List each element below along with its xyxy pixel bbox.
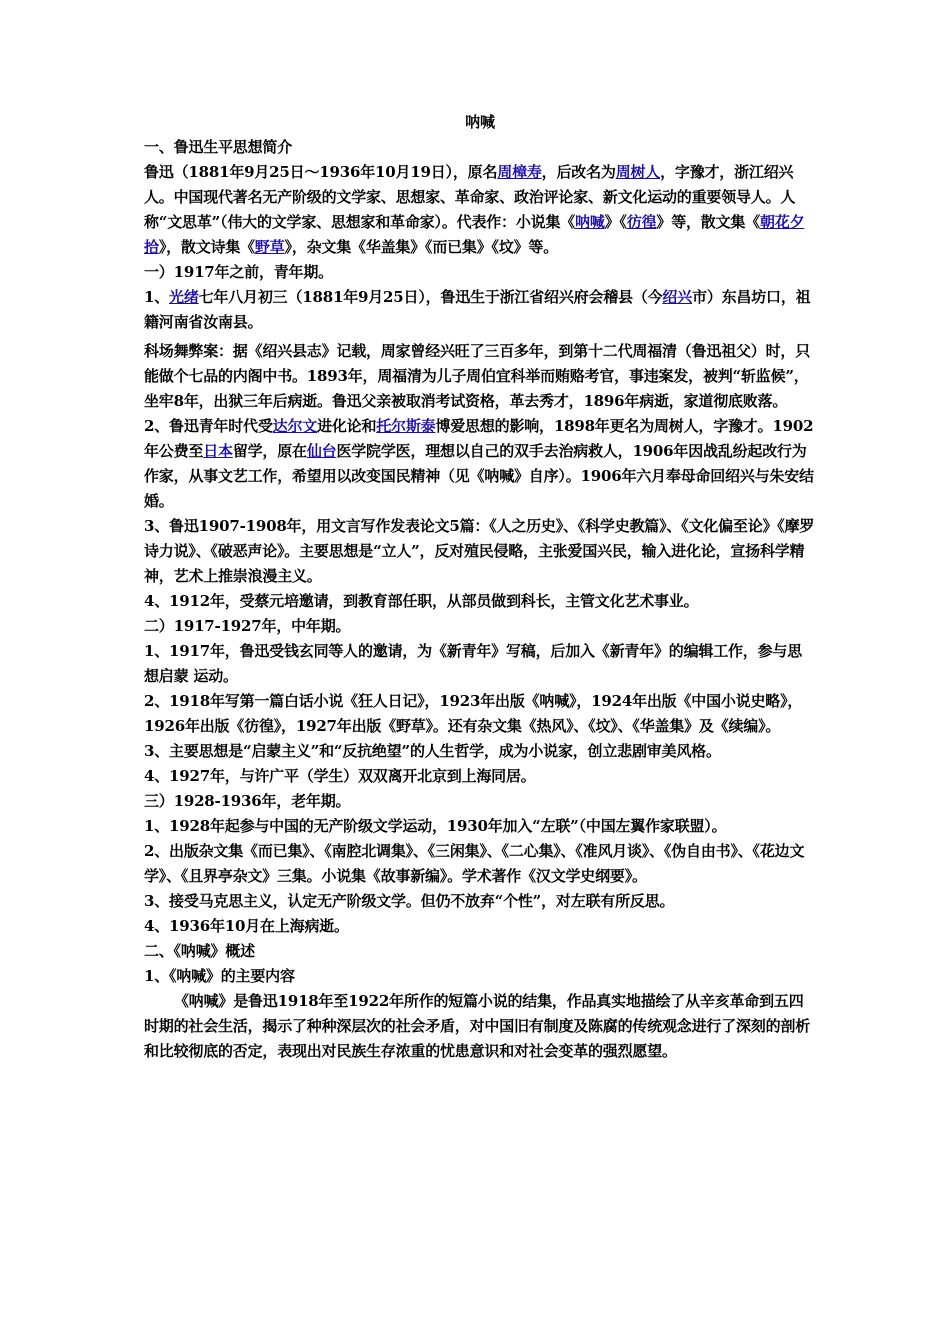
page-title: 呐喊 [465,113,495,131]
period1-item-2 [144,414,816,514]
link-zhou-shuren[interactable]: 周树人 [615,163,661,181]
link-zhaohua-xishi[interactable]: 朝花夕拾 [144,213,805,256]
period3-item-1: 1、1928年起参与中国的无产阶级文学运动，1930年加入“左联”（中国左翼作家联盟）。 [144,817,727,835]
period1-item-3: 3、鲁迅1907-1908年，用文言写作发表论文5篇：《人之历史》、《科学史教篇》、《文化偏至论》《摩罗诗力说》、《破恶声论》。主要思想是“立人”，反对殖民侵略，主张爱国兴民，输入进化论，宣扬科学精神，艺术上推崇浪漫主义。 [144,517,815,585]
text-run: 》，杂文集《华盖集》《而已集》《坟》等。 [284,238,559,256]
link-sendai[interactable]: 仙台 [306,442,337,460]
text-run: 七年八月初三（1881年9月25日），鲁迅生于浙江省绍兴府会稽县（今 [198,288,663,306]
link-shaoxing[interactable]: 绍兴 [662,288,693,306]
link-panghuang[interactable]: 彷徨 [626,213,657,231]
link-yecao[interactable]: 野草 [254,238,285,256]
text-run: 》《 [604,213,627,231]
link-guangxu[interactable]: 光绪 [169,288,199,306]
period1-item-1 [144,285,816,335]
period-heading-3: 三）1928-1936年，老年期。 [144,792,351,810]
summary-paragraph: 《呐喊》是鲁迅1918年至1922年所作的短篇小说的结集，作品真实地描绘了从辛亥革命到五四时期的社会生活，揭示了种种深层次的社会矛盾，对中国旧有制度及陈腐的传统观念进行了深刻的剖析和比较彻底的否定，表现出对民族生存浓重的忧患意识和对社会变革的强烈愿望。 [144,992,811,1060]
text-run: ，后改名为 [541,163,616,181]
text-run: 医学院学医，理想以自己的双手去治病救人，1906年因战乱纷起改行为作家，从事文艺工作，希望用以改变国民精神（见《呐喊》自序）。1906年六月奉母命回绍兴与朱安结婚。 [144,442,814,510]
text-run: 》等，散文集《 [656,213,760,231]
text-run: 留学，原在 [232,442,307,460]
section-heading-2: 二、《呐喊》概述 [144,942,255,960]
link-darwin[interactable]: 达尔文 [272,417,318,435]
period3-item-4: 4、1936年10月在上海病逝。 [144,917,349,935]
text-run: 2、鲁迅青年时代受 [144,417,273,435]
text-run: 》，散文诗集《 [158,238,255,256]
period2-item-2: 2、1918年写第一篇白话小说《狂人日记》，1923年出版《呐喊》，1924年出版《中国小说史略》，1926年出版《彷徨》，1927年出版《野草》。还有杂文集《热风》、《坟》、《华盖集》及《续编》。 [144,692,803,735]
intro-paragraph [144,160,816,260]
period-heading-1: 一）1917年之前，青年期。 [144,263,333,281]
text-run: 市）东昌坊口，祖籍河南省汝南县。 [144,288,811,331]
link-nahan[interactable]: 呐喊 [575,213,605,231]
document-body [144,110,816,1064]
link-japan[interactable]: 日本 [203,442,233,460]
link-zhou-zhangshou[interactable]: 周樟寿 [497,163,542,181]
text-run: 进化论和 [317,417,377,435]
text-run: 博爱思想的影响，1898年更名为周树人，字豫才。1902年公费至 [144,417,814,460]
period3-item-2: 2、出版杂文集《而已集》、《南腔北调集》、《三闲集》、《二心集》、《准风月谈》、《伪自由书》、《花边文学》、《且界亭杂文》三集。小说集《故事新编》。学术著作《汉文学史纲要》。 [144,842,805,885]
period-heading-2: 二）1917-1927年，中年期。 [144,617,351,635]
period2-item-4: 4、1927年，与许广平（学生）双双离开北京到上海同居。 [144,767,536,785]
section-heading-1: 一、鲁迅生平思想简介 [144,138,293,156]
text-run: ，字豫才，浙江绍兴人。中国现代著名无产阶级的文学家、思想家、革命家、政治评论家、新文化运动的重要领导人。人称“文思革”（伟大的文学家、思想家和革命家）。代表作：小说集《 [144,163,796,231]
period2-item-1: 1、1917年，鲁迅受钱玄同等人的邀请，为《新青年》写稿，后加入《新青年》的编辑工作，参与思想启蒙 运动。 [144,642,802,685]
period3-item-3: 3、接受马克思主义，认定无产阶级文学。但仍不放弃“个性”，对左联有所反思。 [144,892,675,910]
text-run: 1、 [144,288,170,306]
period1-item-4: 4、1912年，受蔡元培邀请，到教育部任职，从部员做到科长，主管文化艺术事业。 [144,592,699,610]
text-run: 鲁迅（1881年9月25日～1936年10月19日），原名 [144,163,498,181]
subsection-heading: 1、《呐喊》的主要内容 [144,967,295,985]
link-tolstoy[interactable]: 托尔斯泰 [376,417,436,435]
period1-exam-case: 科场舞弊案：据《绍兴县志》记载，周家曾经兴旺了三百多年，到第十二代周福清（鲁迅祖父）时，只能做个七品的内阁中书。1893年，周福清为儿子周伯宜科举而贿赂考官，事违案发，被判“斩监候”，坐牢8年，出狱三年后病逝。鲁迅父亲被取消考试资格，革去秀才，1896年病逝，家道彻底败落。 [144,342,811,410]
period2-item-3: 3、主要思想是“启蒙主义”和“反抗绝望”的人生哲学，成为小说家，创立悲剧审美风格。 [144,742,721,760]
